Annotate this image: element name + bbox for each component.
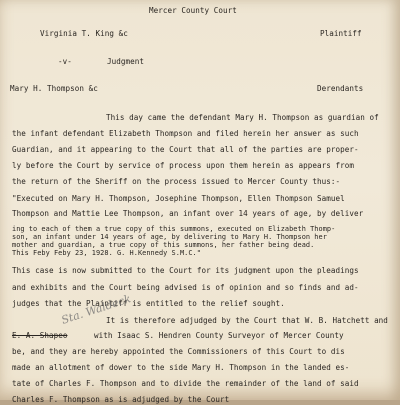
body-line: judges that the Plaintiff is entitled to the relief sought. [12,299,285,308]
court-title: Mercer County Court [149,6,237,15]
versus-text: -v- [58,57,72,66]
body-line: Guardian, and it appearing to the Court that all of the parties are proper- [12,145,359,154]
sheriff-return-line: Thompson and Mattie Lee Thompson, an infant over 14 years of age, by deliver [12,209,364,218]
body-line: ly before the Court by service of process upon them herein as appears from [12,161,355,170]
defendant-label: Derendants [317,84,364,93]
body-line: tate of Charles F. Thompson and to divide the remainder of the land of said [12,379,359,388]
body-line: and exhibits and the Court being advised is of opinion and so finds and ad- [12,283,359,292]
body-line: made an allotment of dower to the side Mary H. Thompson in the landed es- [12,363,350,372]
handwritten-note: Sta. Waldeck [59,292,133,327]
sheriff-return-line: ing to each of them a true copy of this summons, executed on Elizabeth Thomp- [12,225,336,233]
body-line: be, and they are hereby appointed the Commissioners of this Court to dis [12,347,345,356]
judgment-label: Judgment [107,57,144,66]
body-line: the return of the Sheriff on the process issued to Mercer County thus:- [12,177,341,186]
body-line: It is therefore adjudged by the Court that W. B. Hatchett and [106,316,388,325]
body-line: Charles F. Thompson as is adjudged by the Court [12,395,230,404]
body-line: with Isaac S. Hendren County Surveyor of Mercer County [94,331,344,340]
sheriff-return-line: son, an infant under 14 years of age, by delivering to Mary H. Thompson her [12,233,327,241]
struck-name: E. A. Shapeo [12,331,68,340]
sheriff-return-line: "Executed on Mary H. Thompson, Josephine Thompson, Ellen Thompson Samuel [12,194,345,203]
plaintiff-label: Plaintiff [320,29,362,38]
plaintiff-name: Virginia T. King &c [40,29,128,38]
defendant-name: Mary H. Thompson &c [10,84,98,93]
body-line: the infant defendant Elizabeth Thompson and filed herein her answer as such [12,129,359,138]
body-line: This case is now submitted to the Court for its judgment upon the pleadings [12,266,359,275]
sheriff-return-line: This Feby Feby 23, 1928. G. H.Kennedy S.M.C." [12,249,201,257]
body-line: This day came the defendant Mary H. Thompson as guardian of [106,113,379,122]
sheriff-return-line: mother and guardian, a true copy of this summons, her father being dead. [12,241,315,249]
